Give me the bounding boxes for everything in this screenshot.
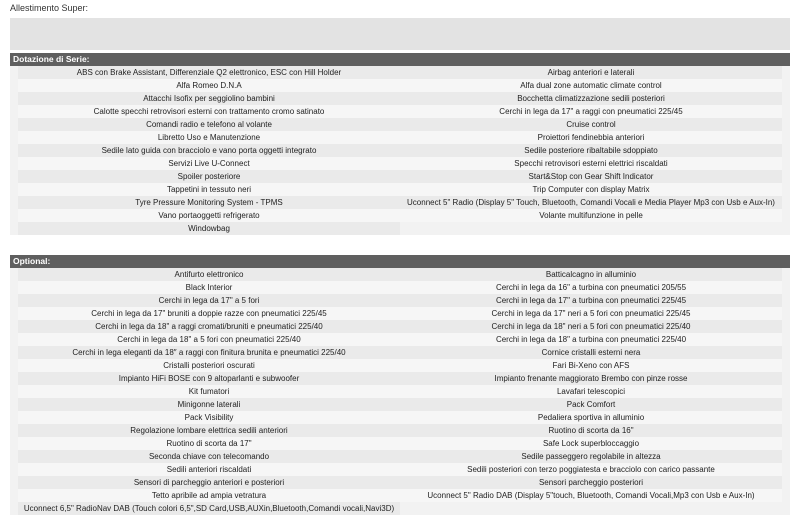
optional-item: Seconda chiave con telecomando — [18, 450, 400, 463]
optional-item: Antifurto elettronico — [18, 268, 400, 281]
optional-row — [18, 463, 782, 476]
serie-item: Alfa Romeo D.N.A — [18, 79, 400, 92]
optional-row — [18, 281, 782, 294]
page-title: Allestimento Super: — [10, 3, 89, 13]
optional-item: Cerchi in lega da 18" a turbina con pneumatici 225/40 — [400, 333, 782, 346]
serie-row — [18, 170, 782, 183]
optional-item: Sedile passeggero regolabile in altezza — [400, 450, 782, 463]
optional-item: Kit fumatori — [18, 385, 400, 398]
optional-item: Cornice cristalli esterni nera — [400, 346, 782, 359]
optional-row — [18, 385, 782, 398]
serie-item: Bocchetta climatizzazione sedili posteriori — [400, 92, 782, 105]
serie-row — [18, 118, 782, 131]
serie-item: ABS con Brake Assistant, Differenziale Q2 elettronico, ESC con Hill Holder — [18, 66, 400, 79]
optional-row — [18, 450, 782, 463]
serie-item: Vano portaoggetti refrigerato — [18, 209, 400, 222]
optional-header: Optional: — [10, 255, 790, 268]
serie-item: Trip Computer con display Matrix — [400, 183, 782, 196]
serie-row — [18, 157, 782, 170]
optional-item: Black Interior — [18, 281, 400, 294]
serie-row — [18, 144, 782, 157]
optional-item: Cerchi in lega da 18" neri a 5 fori con pneumatici 225/40 — [400, 320, 782, 333]
optional-item: Safe Lock superbloccaggio — [400, 437, 782, 450]
optional-item: Ruotino di scorta da 17" — [18, 437, 400, 450]
optional-section — [10, 255, 790, 515]
optional-row — [18, 268, 782, 281]
optional-row — [18, 372, 782, 385]
optional-item: Cerchi in lega da 17" a turbina con pneumatici 225/45 — [400, 294, 782, 307]
serie-row — [18, 92, 782, 105]
optional-row — [18, 489, 782, 502]
optional-item: Batticalcagno in alluminio — [400, 268, 782, 281]
serie-item: Sedile lato guida con bracciolo e vano porta oggetti integrato — [18, 144, 400, 157]
optional-item: Cristalli posteriori oscurati — [18, 359, 400, 372]
serie-table — [10, 66, 790, 235]
serie-item: Alfa dual zone automatic climate control — [400, 79, 782, 92]
optional-table — [10, 268, 790, 515]
serie-item: Windowbag — [18, 222, 400, 235]
optional-item: Impianto HiFi BOSE con 9 altoparlanti e subwoofer — [18, 372, 400, 385]
serie-item: Servizi Live U-Connect — [18, 157, 400, 170]
optional-item: Impianto frenante maggiorato Brembo con pinze rosse — [400, 372, 782, 385]
optional-row — [18, 333, 782, 346]
optional-row — [18, 359, 782, 372]
serie-item: Calotte specchi retrovisori esterni con trattamento cromo satinato — [18, 105, 400, 118]
serie-row — [18, 131, 782, 144]
optional-item: Cerchi in lega da 17" a 5 fori — [18, 294, 400, 307]
optional-item: Sedili posteriori con terzo poggiatesta e bracciolo con carico passante — [400, 463, 782, 476]
optional-item: Regolazione lombare elettrica sedili anteriori — [18, 424, 400, 437]
optional-item: Fari Bi-Xeno con AFS — [400, 359, 782, 372]
optional-item: Cerchi in lega da 16" a turbina con pneumatici 205/55 — [400, 281, 782, 294]
optional-row — [18, 294, 782, 307]
serie-item — [400, 222, 782, 235]
optional-item: Sensori di parcheggio anteriori e posteriori — [18, 476, 400, 489]
serie-item: Uconnect 5" Radio (Display 5" Touch, Bluetooth, Comandi Vocali e Media Player Mp3 con Usb e Aux-In) — [400, 196, 782, 209]
optional-item: Tetto apribile ad ampia vetratura — [18, 489, 400, 502]
optional-item: Pedaliera sportiva in alluminio — [400, 411, 782, 424]
optional-item: Pack Comfort — [400, 398, 782, 411]
optional-item: Pack Visibility — [18, 411, 400, 424]
serie-row — [18, 222, 782, 235]
serie-row — [18, 183, 782, 196]
serie-row — [18, 79, 782, 92]
serie-item: Comandi radio e telefono al volante — [18, 118, 400, 131]
serie-header: Dotazione di Serie: — [10, 53, 790, 66]
optional-row — [18, 307, 782, 320]
optional-row — [18, 411, 782, 424]
optional-item: Minigonne laterali — [18, 398, 400, 411]
optional-item: Cerchi in lega da 17" bruniti a doppie razze con pneumatici 225/45 — [18, 307, 400, 320]
optional-item — [400, 502, 782, 515]
serie-row — [18, 209, 782, 222]
optional-item: Sedili anteriori riscaldati — [18, 463, 400, 476]
optional-item: Lavafari telescopici — [400, 385, 782, 398]
optional-item: Cerchi in lega da 18" a 5 fori con pneumatici 225/40 — [18, 333, 400, 346]
optional-row — [18, 476, 782, 489]
optional-item: Cerchi in lega da 18" a raggi cromati/bruniti e pneumatici 225/40 — [18, 320, 400, 333]
serie-item: Tyre Pressure Monitoring System - TPMS — [18, 196, 400, 209]
serie-item: Sedile posteriore ribaltabile sdoppiato — [400, 144, 782, 157]
serie-item: Cerchi in lega da 17" a raggi con pneumatici 225/45 — [400, 105, 782, 118]
optional-item: Cerchi in lega da 17" neri a 5 fori con pneumatici 225/45 — [400, 307, 782, 320]
serie-item: Spoiler posteriore — [18, 170, 400, 183]
optional-row — [18, 398, 782, 411]
serie-section — [10, 53, 790, 235]
header-banner — [10, 18, 790, 50]
optional-row — [18, 346, 782, 359]
optional-row — [18, 424, 782, 437]
serie-row — [18, 66, 782, 79]
serie-item: Volante multifunzione in pelle — [400, 209, 782, 222]
serie-item: Libretto Uso e Manutenzione — [18, 131, 400, 144]
serie-item: Airbag anteriori e laterali — [400, 66, 782, 79]
serie-item: Tappetini in tessuto neri — [18, 183, 400, 196]
serie-item: Attacchi Isofix per seggiolino bambini — [18, 92, 400, 105]
serie-item: Proiettori fendinebbia anteriori — [400, 131, 782, 144]
optional-row — [18, 437, 782, 450]
optional-row — [18, 320, 782, 333]
optional-item: Cerchi in lega eleganti da 18″ a raggi con finitura brunita e pneumatici 225/40 — [18, 346, 400, 359]
optional-row — [18, 502, 782, 515]
optional-item: Ruotino di scorta da 16" — [400, 424, 782, 437]
serie-row — [18, 105, 782, 118]
serie-row — [18, 196, 782, 209]
optional-item: Uconnect 5" Radio DAB (Display 5"touch, Bluetooth, Comandi Vocali,Mp3 con Usb e Aux-In) — [400, 489, 782, 502]
optional-item: Sensori parcheggio posteriori — [400, 476, 782, 489]
serie-item: Cruise control — [400, 118, 782, 131]
serie-item: Start&Stop con Gear Shift Indicator — [400, 170, 782, 183]
optional-item: Uconnect 6,5" RadioNav DAB (Touch colori 6,5",SD Card,USB,AUXin,Bluetooth,Comandi vocali,Navi3D) — [18, 502, 400, 515]
serie-item: Specchi retrovisori esterni elettrici riscaldati — [400, 157, 782, 170]
